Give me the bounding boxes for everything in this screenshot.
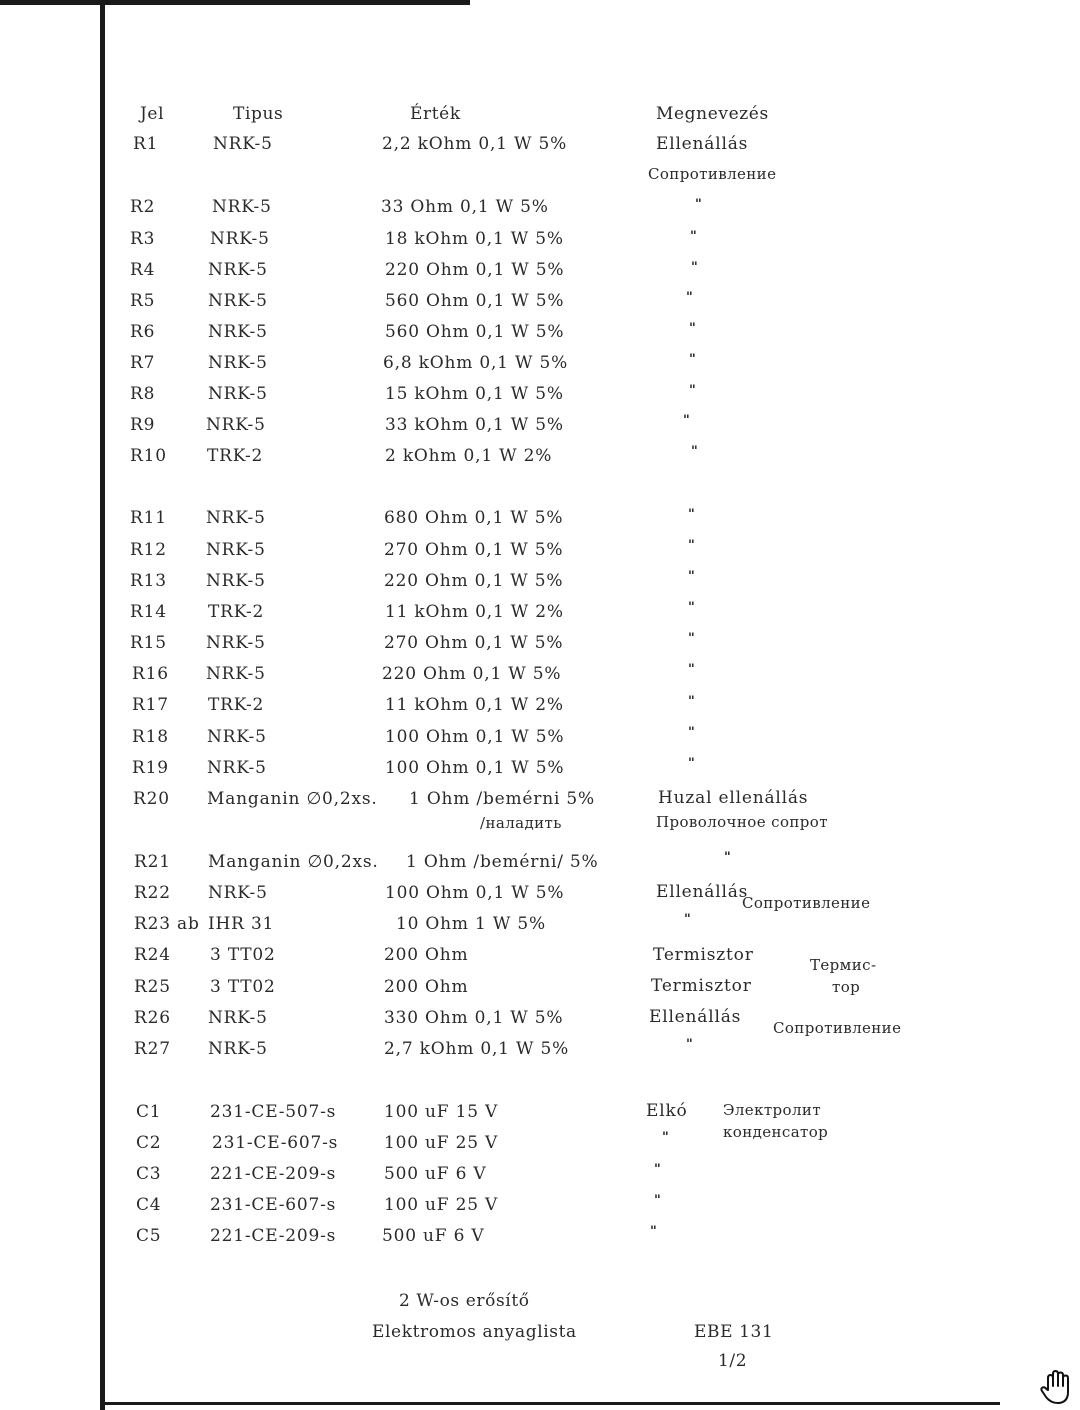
row-ertek: 11 kOhm 0,1 W 2% xyxy=(385,602,564,622)
row-jel: R4 xyxy=(130,260,156,280)
row-tipus: NRK-5 xyxy=(208,384,268,404)
ditto-mark: " xyxy=(686,290,694,305)
row-jel: R3 xyxy=(130,229,156,249)
ditto-mark: " xyxy=(688,569,696,584)
row-tipus: NRK-5 xyxy=(208,291,268,311)
row-ertek: 33 kOhm 0,1 W 5% xyxy=(385,415,564,435)
ditto-mark: " xyxy=(688,538,696,553)
row-tipus: NRK-5 xyxy=(208,260,268,280)
row-ertek: 1 Ohm /bemérni/ 5% xyxy=(406,852,599,872)
row-tipus: NRK-5 xyxy=(206,415,266,435)
row-megnevezes-ru: Термис- xyxy=(810,956,877,974)
header-tipus: Tipus xyxy=(233,104,284,124)
row-ertek: 100 uF 25 V xyxy=(384,1195,499,1215)
ditto-mark: " xyxy=(688,694,696,709)
row-tipus: Manganin ∅0,2xs. xyxy=(208,852,379,872)
row-tipus: NRK-5 xyxy=(206,664,266,684)
row-tipus: NRK-5 xyxy=(208,322,268,342)
row-megnevezes-ru: Сопротивление xyxy=(742,894,871,912)
row-jel: R5 xyxy=(130,291,156,311)
row-megnevezes: Ellenállás xyxy=(649,1007,742,1027)
ditto-mark: " xyxy=(695,197,703,212)
hand-cursor-icon xyxy=(1038,1368,1076,1406)
row-ertek: 200 Ohm xyxy=(384,945,469,965)
document-title: Elektromos anyaglista xyxy=(372,1322,577,1342)
row-megnevezes: Termisztor xyxy=(653,945,754,965)
row-tipus: NRK-5 xyxy=(207,727,267,747)
row-tipus: NRK-5 xyxy=(208,1008,268,1028)
ditto-mark: " xyxy=(688,662,696,677)
ditto-mark: " xyxy=(683,413,691,428)
ditto-mark: " xyxy=(688,631,696,646)
row-ertek: 100 Ohm 0,1 W 5% xyxy=(385,883,565,903)
ditto-mark: " xyxy=(689,352,697,367)
row-tipus: TRK-2 xyxy=(208,602,265,622)
row-megnevezes: Elkó xyxy=(646,1101,688,1121)
row-ertek: 500 uF 6 V xyxy=(382,1226,485,1246)
ditto-mark: " xyxy=(662,1130,670,1145)
row-ertek: 33 Ohm 0,1 W 5% xyxy=(381,197,549,217)
row-ertek: 100 Ohm 0,1 W 5% xyxy=(385,758,565,778)
row-jel: R8 xyxy=(130,384,156,404)
row-ertek-ru: /наладить xyxy=(480,814,562,832)
row-tipus: TRK-2 xyxy=(208,695,265,715)
row-tipus: NRK-5 xyxy=(213,134,273,154)
ditto-mark: " xyxy=(684,912,692,927)
row-jel: R11 xyxy=(130,508,167,528)
ditto-mark: " xyxy=(654,1162,662,1177)
ditto-mark: " xyxy=(689,383,697,398)
ditto-mark: " xyxy=(724,850,732,865)
row-jel: C4 xyxy=(136,1195,162,1215)
row-megnevezes-ru: Сопротивление xyxy=(648,165,777,183)
row-jel: R2 xyxy=(130,197,156,217)
row-jel: R21 xyxy=(134,852,171,872)
row-megnevezes-ru: Электролит xyxy=(723,1101,822,1119)
ditto-mark: " xyxy=(654,1193,662,1208)
row-jel: R13 xyxy=(130,571,167,591)
row-jel: C5 xyxy=(136,1226,162,1246)
page-edge-left xyxy=(100,0,105,1410)
ditto-mark: " xyxy=(686,1037,694,1052)
row-jel: R19 xyxy=(132,758,169,778)
row-tipus: 3 TT02 xyxy=(210,945,276,965)
row-jel: R23 ab xyxy=(134,914,200,934)
ditto-mark: " xyxy=(689,321,697,336)
row-ertek: 2 kOhm 0,1 W 2% xyxy=(385,446,553,466)
row-ertek: 11 kOhm 0,1 W 2% xyxy=(385,695,564,715)
page-number: 1/2 xyxy=(718,1351,748,1371)
row-megnevezes: Ellenállás xyxy=(656,882,749,902)
row-ertek: 270 Ohm 0,1 W 5% xyxy=(384,540,564,560)
ditto-mark: " xyxy=(688,725,696,740)
row-jel: R15 xyxy=(130,633,167,653)
row-tipus: TRK-2 xyxy=(207,446,264,466)
row-ertek: 220 Ohm 0,1 W 5% xyxy=(382,664,562,684)
row-jel: R25 xyxy=(134,977,171,997)
row-tipus: NRK-5 xyxy=(206,571,266,591)
header-megnevezes: Megnevezés xyxy=(656,104,769,124)
row-ertek: 2,2 kOhm 0,1 W 5% xyxy=(382,134,568,154)
row-ertek: 2,7 kOhm 0,1 W 5% xyxy=(384,1039,570,1059)
row-tipus: Manganin ∅0,2xs. xyxy=(207,789,378,809)
row-tipus: NRK-5 xyxy=(210,229,270,249)
row-jel: C1 xyxy=(136,1102,162,1122)
row-jel: R22 xyxy=(134,883,171,903)
ditto-mark: " xyxy=(688,507,696,522)
row-tipus: NRK-5 xyxy=(208,1039,268,1059)
ditto-mark: " xyxy=(688,756,696,771)
row-tipus: 231-CE-607-s xyxy=(210,1195,337,1215)
row-ertek: 500 uF 6 V xyxy=(384,1164,487,1184)
row-jel: R24 xyxy=(134,945,171,965)
row-ertek: 18 kOhm 0,1 W 5% xyxy=(385,229,564,249)
row-jel: R27 xyxy=(134,1039,171,1059)
row-tipus: NRK-5 xyxy=(206,540,266,560)
document-subtitle: 2 W-os erősítő xyxy=(399,1291,530,1311)
row-ertek: 100 Ohm 0,1 W 5% xyxy=(385,727,565,747)
row-ertek: 680 Ohm 0,1 W 5% xyxy=(384,508,564,528)
row-ertek: 100 uF 15 V xyxy=(384,1102,499,1122)
row-jel: R17 xyxy=(132,695,169,715)
row-tipus: 221-CE-209-s xyxy=(210,1226,337,1246)
row-ertek: 560 Ohm 0,1 W 5% xyxy=(385,291,565,311)
row-tipus: IHR 31 xyxy=(208,914,275,934)
ditto-mark: " xyxy=(690,229,698,244)
row-megnevezes: Termisztor xyxy=(651,976,752,996)
row-jel: R26 xyxy=(134,1008,171,1028)
row-jel: R7 xyxy=(130,353,156,373)
row-tipus: NRK-5 xyxy=(207,758,267,778)
ditto-mark: " xyxy=(691,260,699,275)
row-megnevezes: Ellenállás xyxy=(656,134,749,154)
row-tipus: NRK-5 xyxy=(208,883,268,903)
row-ertek: 200 Ohm xyxy=(384,977,469,997)
row-ertek: 100 uF 25 V xyxy=(384,1133,499,1153)
row-jel: R9 xyxy=(130,415,156,435)
row-jel: R12 xyxy=(130,540,167,560)
row-ertek: 1 Ohm /bemérni 5% xyxy=(409,789,595,809)
row-jel: R6 xyxy=(130,322,156,342)
row-ertek: 220 Ohm 0,1 W 5% xyxy=(385,260,565,280)
page-edge-top xyxy=(0,0,470,5)
row-ertek: 15 kOhm 0,1 W 5% xyxy=(385,384,564,404)
row-megnevezes-ru: конденсатор xyxy=(723,1123,829,1141)
row-ertek: 6,8 kOhm 0,1 W 5% xyxy=(383,353,569,373)
row-megnevezes-ru: Сопротивление xyxy=(773,1019,902,1037)
row-ertek: 270 Ohm 0,1 W 5% xyxy=(384,633,564,653)
row-tipus: NRK-5 xyxy=(206,508,266,528)
row-tipus: 231-CE-507-s xyxy=(210,1102,337,1122)
row-jel: C3 xyxy=(136,1164,162,1184)
row-tipus: NRK-5 xyxy=(206,633,266,653)
row-ertek: 10 Ohm 1 W 5% xyxy=(396,914,546,934)
row-jel: R16 xyxy=(132,664,169,684)
document-code: EBE 131 xyxy=(694,1322,774,1342)
row-jel: R20 xyxy=(133,789,170,809)
row-ertek: 220 Ohm 0,1 W 5% xyxy=(384,571,564,591)
row-tipus: 221-CE-209-s xyxy=(210,1164,337,1184)
row-megnevezes-ru: Проволочное сопрот xyxy=(656,813,828,831)
row-megnevezes-ru: тор xyxy=(832,978,861,996)
header-ertek: Érték xyxy=(410,104,461,124)
row-jel: R10 xyxy=(130,446,167,466)
ditto-mark: " xyxy=(650,1224,658,1239)
row-jel: R1 xyxy=(133,134,159,154)
row-tipus: 231-CE-607-s xyxy=(212,1133,339,1153)
ditto-mark: " xyxy=(691,444,699,459)
row-megnevezes: Huzal ellenállás xyxy=(658,788,809,808)
header-jel: Jel xyxy=(140,104,165,124)
row-jel: R14 xyxy=(130,602,167,622)
row-tipus: NRK-5 xyxy=(212,197,272,217)
row-tipus: NRK-5 xyxy=(208,353,268,373)
page-edge-bottom xyxy=(100,1402,1000,1405)
row-jel: C2 xyxy=(136,1133,162,1153)
ditto-mark: " xyxy=(688,600,696,615)
row-ertek: 330 Ohm 0,1 W 5% xyxy=(384,1008,564,1028)
row-tipus: 3 TT02 xyxy=(210,977,276,997)
row-jel: R18 xyxy=(132,727,169,747)
row-ertek: 560 Ohm 0,1 W 5% xyxy=(385,322,565,342)
